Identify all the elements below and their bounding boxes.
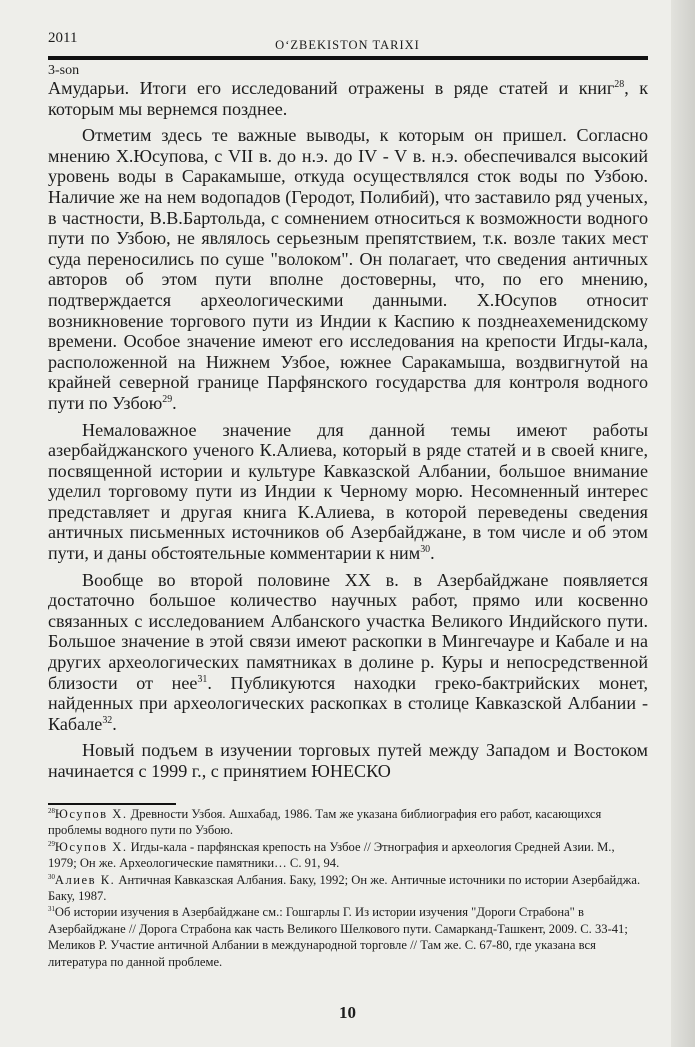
footnote-ref: 29 [162, 393, 173, 405]
footnote-ref: 30 [420, 544, 431, 556]
page-number: 10 [339, 1003, 356, 1022]
facing-page-edge [671, 0, 695, 1047]
paragraph: Вообще во второй половине XX в. в Азербайджане появляется достаточно большое количество научных работ, прямо или косвенно связанных с исследованием Албанского участка Великого Индийского пути. Большое значение в этой связи имеют раскопки в Мингечауре и Кабале и на других археологических памятниках в долине р. Куры и непосредственной близости от нее$^{31}$. Публикуются находки греко-бактрийских монет, найденных при археологических раскопках в столице Кавказской Албании - Кабале$^{32}$. [48, 569, 648, 734]
footnote-separator [48, 803, 176, 805]
footnote: $^{28}$Юсупов Х. Древности Узбоя. Ашхабад, 1986. Там же указана библиография его работ, касающихся проблемы водного пути по Узбою. [48, 807, 602, 838]
paragraph: Немаловажное значение для данной темы имеют работы азербайджанского ученого К.Алиева, который в ряде статей и в своей книге, посвященной истории и культуре Кавказской Албании, большое внимание уделил торговому пути из Индии к Черному морю. Несомненный интерес представляет и другая книга К.Алиева, в которой переведены сведения античных письменных источников об Азербайджане, в том числе и об этом пути, и даны обстоятельные комментарии к ним$^{30}$. [48, 419, 648, 564]
paragraph: Новый подъем в изучении торговых путей между Западом и Востоком начинается с 1999 г., с принятием ЮНЕСКО [48, 740, 648, 781]
paragraph: Амударьи. Итоги его исследований отражены в ряде статей и книг$^{28}$, к которым мы вернемся позднее. [48, 78, 649, 119]
paragraph: Отметим здесь те важные выводы, к которым он пришел. Согласно мнению Х.Юсупова, с VII в. до н.э. до IV - V в. н.э. обеспечивался высокий уровень воды в Саракамыше, откуда осуществлялся сток воды по Узбою. Наличие же на нем водопадов (Геродот, Полибий), что заставило ряд ученых, в частности, В.В.Бартольда, с сомнением относиться к возможности водного пути по Узбою, не являлось серьезным препятствием, т.к. возле таких мест суда переносились по суше "волоком". Он полагает, что сведения античных авторов об этом пути вполне достоверны, что, по его мнению, подтверждается археологическими данными. Х.Юсупов относит возникновение торгового пути из Индии к Каспию к позднеахеменидскому времени. Особое значение имеют его исследования на крепости Игды-кала, расположенной на Нижнем Узбое, южнее Саракамыша, воздвигнутой на крайней северной границе Парфянского государства для контроля водного пути по Узбою$^{29}$. [48, 125, 648, 413]
footnote-ref: 31 [197, 673, 208, 685]
body-text [48, 78, 648, 788]
header-journal-title: O‘ZBEKISTON TARIXI [275, 38, 420, 52]
footnotes [48, 806, 644, 970]
header-year: 2011 [48, 30, 78, 46]
footnote: $^{30}$Алиев К. Античная Кавказская Албания. Баку, 1992; Он же. Античные источники по истории Азербайджа. Баку, 1987. [48, 872, 641, 904]
header-issue: 3-son [48, 63, 80, 78]
footnote-ref: 32 [102, 714, 113, 726]
header-rule [48, 56, 648, 60]
footnote: $^{29}$Юсупов Х. Игды-кала - парфянская крепость на Узбое // Этнография и археология Средней Азии. М., 1979; Он же. Археологические памятники… С. 91, 94. [48, 839, 615, 871]
footnote: $^{31}$Об истории изучения в Азербайджане см.: Гошгарлы Г. Из истории изучения "Дороги Страбона" в Азербайджане // Дорога Страбона как часть Великого Шелкового пути. Самарканд-Ташкент, 2009. С. 33-41; Меликов Р. Участие античной Албании в международной торговле // Там же. С. 67-80, где указана вся литература по данной проблеме. [48, 905, 628, 969]
footnote-ref: 28 [614, 78, 625, 90]
